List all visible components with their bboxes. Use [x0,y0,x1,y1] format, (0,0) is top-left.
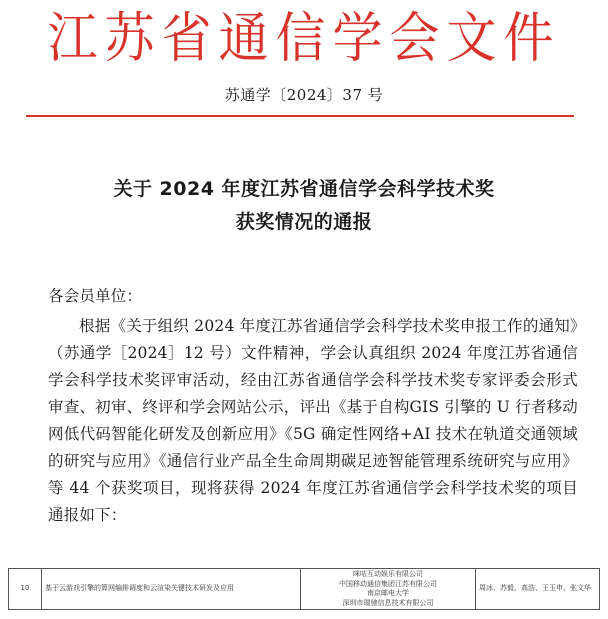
document-number: 苏通学〔2024〕37 号 [224,86,384,104]
notice-body: 根据《关于组织 2024 年度江苏省通信学会科学技术奖申报工作的通知》（苏通学［2024］12 号）文件精神，学会认真组织 2024 年度江苏省通信学会科学技术奖评审活动，经由江苏省通信学会科学技术奖专家评委会形式审查、初审、终评和学会网站公示，评出《基于自构GIS 引擎的 U 行者移动网低代码智能化研发及创新应用》《5G 确定性网络+AI 技术在轨道交通领域的研究与应用》《通信行业产品全生命周期碳足迹智能管理系统研究与应用》等 44 个获奖项目，现将获得 2024 年度江苏省通信学会科学技术奖的项目通报如下： [48,317,578,524]
organization: 深圳市瑞驰信息技术有限公司 [342,598,434,607]
org-masthead: 江苏省通信学会文件 [47,6,561,70]
row-number: 10 [9,569,42,610]
notice-title-line2: 获奖情况的通报 [235,211,373,233]
salutation: 各会员单位： [48,287,143,305]
red-divider [26,115,574,117]
organization: 咪咕互动娱乐有限公司 [353,570,423,578]
table-row [9,569,600,610]
people-cell: 周冰、苏毅、高浩、王玉申、张文华 [476,569,600,610]
notice-title-line1: 关于 2024 年度江苏省通信学会科学技术奖 [113,178,495,200]
organization: 南京邮电大学 [367,589,409,597]
organization: 中国移动通信集团江苏有限公司 [339,579,437,588]
award-table [8,568,600,610]
project-name: 基于云游戏引擎的算网编排调度和云渲染关键技术研发及应用 [42,569,301,610]
organizations-cell [301,569,476,610]
